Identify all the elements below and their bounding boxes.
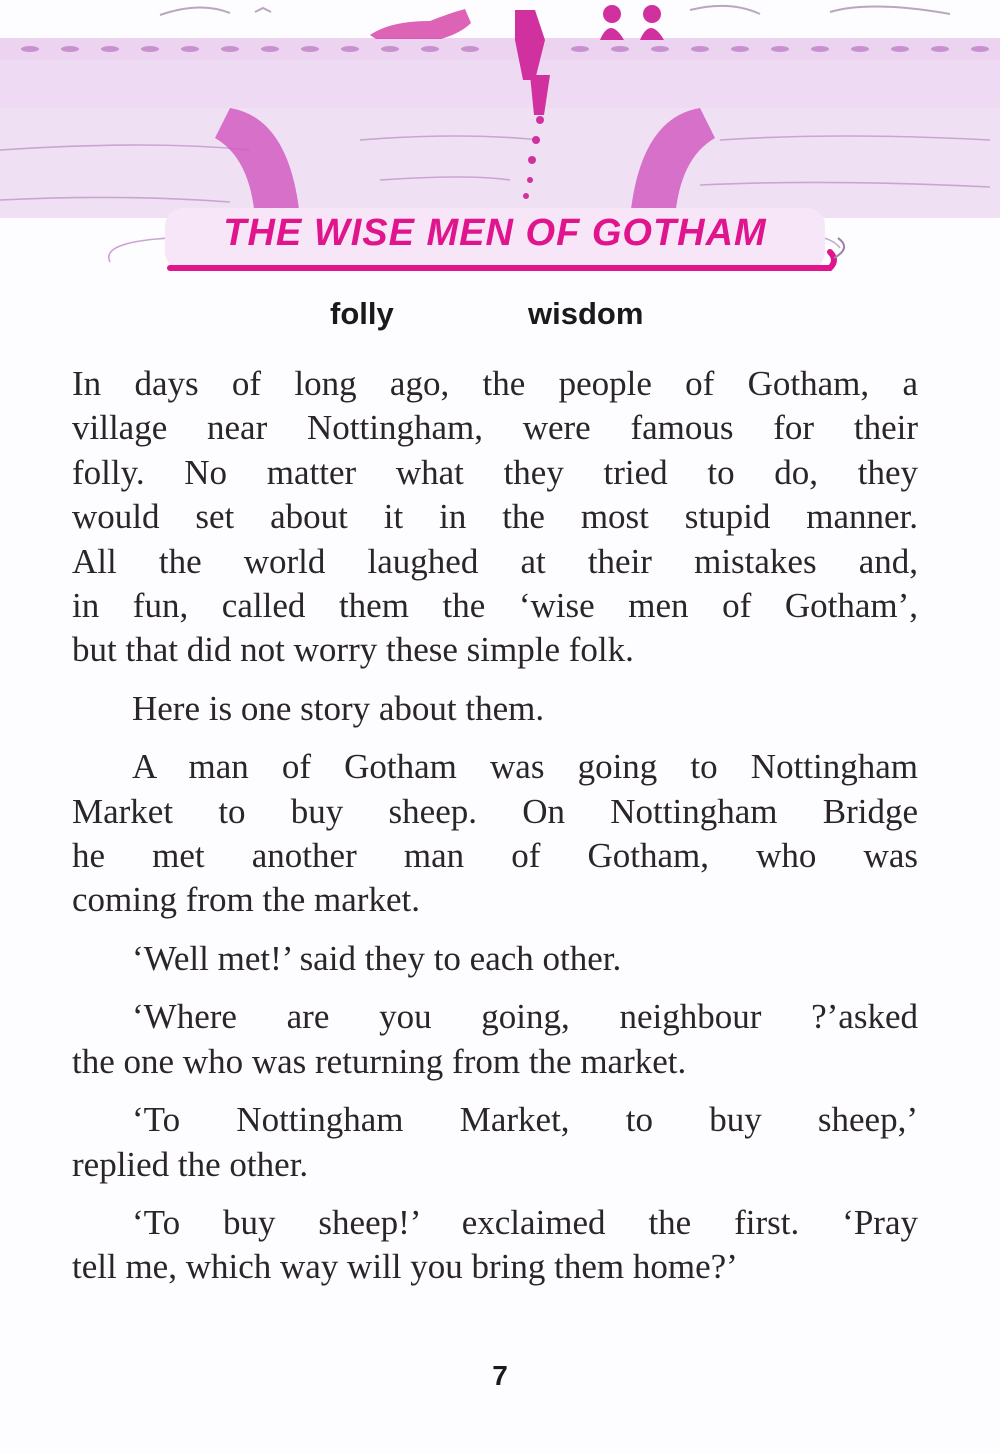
text-line: tell me, which way will you bring them home?’ xyxy=(72,1247,738,1287)
paragraph xyxy=(72,745,918,923)
text-line: ‘Where are you going, neighbour ?’asked xyxy=(132,997,918,1037)
text-line: A man of Gotham was going to Nottingham xyxy=(132,747,918,787)
text-line: village near Nottingham, were famous for their xyxy=(72,408,918,448)
text-line: would set about it in the most stupid manner. xyxy=(72,497,918,537)
text-line: folly. No matter what they tried to do, they xyxy=(72,452,918,492)
paragraph xyxy=(72,362,918,673)
paragraph xyxy=(72,1098,918,1187)
text-line: replied the other. xyxy=(72,1144,309,1184)
keyword: wisdom xyxy=(528,296,644,331)
text-line: in fun, called them the ‘wise men of Gotham’, xyxy=(72,586,918,626)
story-body xyxy=(72,362,918,1290)
keywords xyxy=(0,296,1000,340)
page-number: 7 xyxy=(492,1360,508,1391)
text-line: ‘To Nottingham Market, to buy sheep,’ xyxy=(132,1100,918,1140)
text-line: coming from the market. xyxy=(72,880,420,920)
text-line: ‘Well met!’ said they to each other. xyxy=(132,938,622,978)
text-line: ‘To buy sheep!’ exclaimed the first. ‘Pray xyxy=(132,1202,918,1242)
text-line: All the world laughed at their mistakes and, xyxy=(72,541,918,581)
paragraph xyxy=(72,995,918,1084)
text-line: In days of long ago, the people of Gotham, a xyxy=(72,364,918,403)
text-line: but that did not worry these simple folk. xyxy=(72,630,634,670)
text-line: Here is one story about them. xyxy=(132,688,545,728)
paragraph xyxy=(72,1201,918,1290)
story-title: THE WISE MEN OF GOTHAM xyxy=(223,211,767,254)
text-line: he met another man of Gotham, who was xyxy=(72,836,918,876)
paragraph xyxy=(72,687,918,731)
text-line: Market to buy sheep. On Nottingham Bridge xyxy=(72,791,918,831)
keyword: folly xyxy=(330,296,394,331)
text-line: the one who was returning from the market. xyxy=(72,1041,687,1081)
title-plate xyxy=(150,205,840,269)
paragraph xyxy=(72,937,918,981)
